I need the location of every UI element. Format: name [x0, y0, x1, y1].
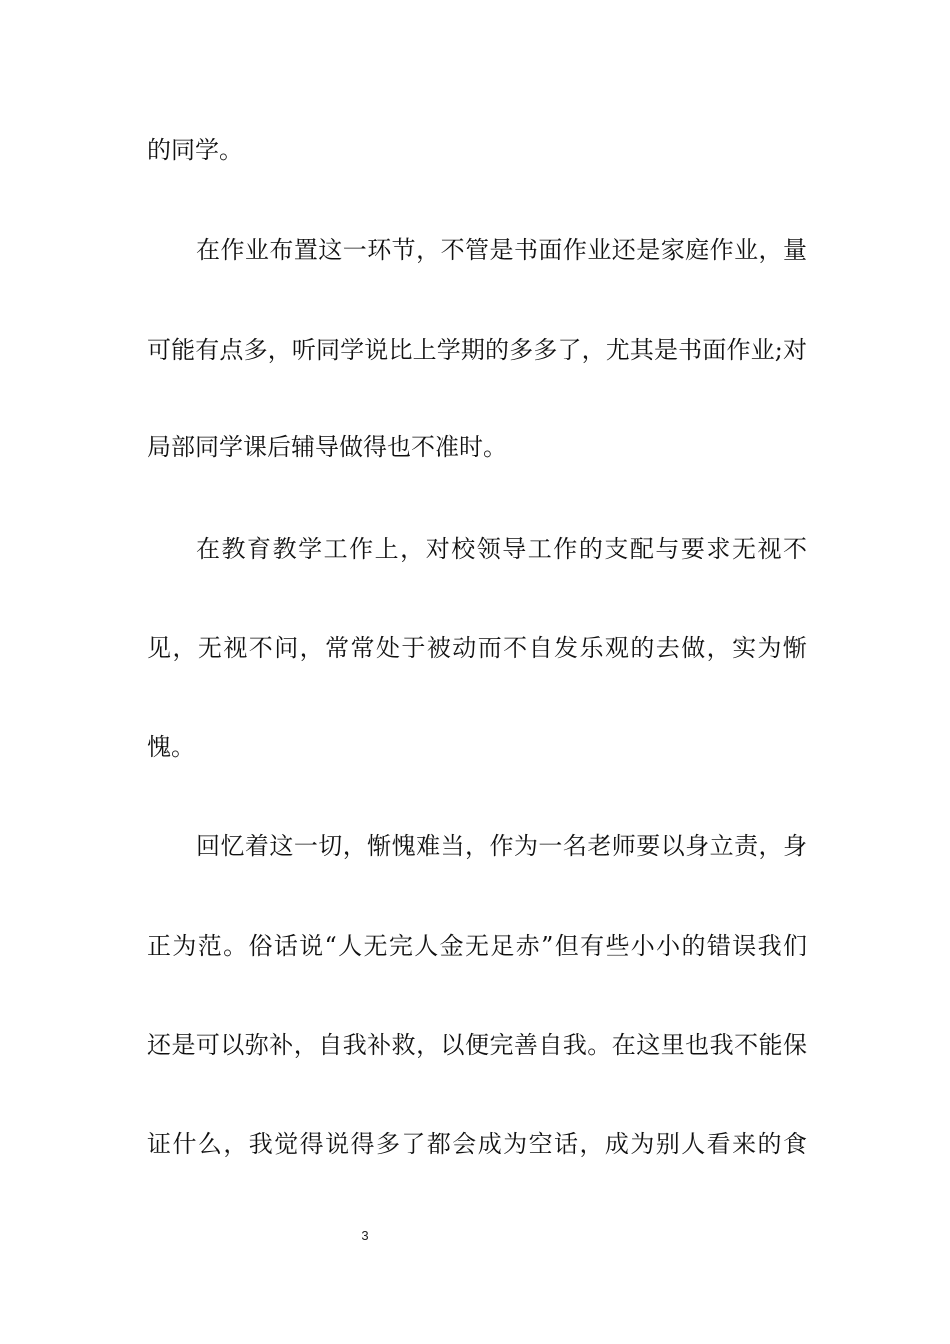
- paragraph-4-line-1: 回忆着这一切，惭愧难当，作为一名老师要以身立责，身: [196, 832, 807, 860]
- paragraph-1-line-1: 的同学。: [147, 136, 243, 164]
- paragraph-2-line-1: 在作业布置这一环节，不管是书面作业还是家庭作业，量: [196, 236, 807, 264]
- paragraph-2-line-2: 可能有点多，听同学说比上学期的多多了，尤其是书面作业;对: [147, 336, 807, 364]
- paragraph-3-line-3: 愧。: [147, 733, 195, 761]
- paragraph-3-line-1: 在教育教学工作上，对校领导工作的支配与要求无视不: [196, 535, 807, 563]
- paragraph-4-line-2: 正为范。俗话说“人无完人金无足赤”但有些小小的错误我们: [147, 932, 807, 960]
- paragraph-2-line-3: 局部同学课后辅导做得也不准时。: [147, 433, 507, 461]
- paragraph-4-line-3: 还是可以弥补，自我补救，以便完善自我。在这里也我不能保: [147, 1031, 807, 1059]
- page-number: 3: [361, 1228, 369, 1243]
- paragraph-4-line-4: 证什么，我觉得说得多了都会成为空话，成为别人看来的食: [147, 1130, 807, 1158]
- paragraph-3-line-2: 见，无视不问，常常处于被动而不自发乐观的去做，实为惭: [147, 634, 807, 662]
